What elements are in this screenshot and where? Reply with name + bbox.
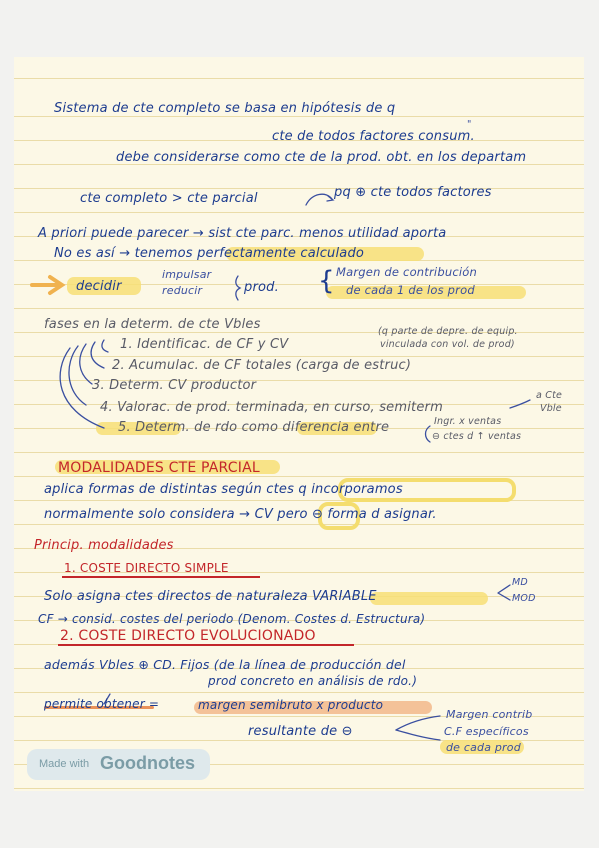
note-cf-consid: CF → consid. costes del periodo (Denom. Costes d. Estructura) <box>38 612 426 626</box>
note-brace: { <box>318 266 335 296</box>
heading-princip: Princip. modalidades <box>34 538 174 553</box>
note-prod: prod. <box>244 280 279 295</box>
note-line-1: Sistema de cte completo se basa en hipótesis de q <box>54 101 396 116</box>
note-line-4b: pq ⊕ cte todos factores <box>334 185 492 200</box>
note-normalmente: normalmente solo considera → CV pero ⊖ forma d asignar. <box>44 507 437 522</box>
note-resultante: resultante de ⊖ <box>248 724 353 739</box>
note-margen-contrib: Margen contrib <box>446 708 533 721</box>
note-cada-prod: de cada prod <box>446 741 521 754</box>
note-line-4: cte completo > cte parcial <box>80 191 258 206</box>
fase-1-note-1: (q parte de depre. de equip. <box>378 326 518 337</box>
fase-4: 4. Valorac. de prod. terminada, en curso, semiterm <box>100 400 443 415</box>
note-line-5: A priori puede parecer → sist cte parc. menos utilidad aporta <box>38 226 447 241</box>
note-ditto: " <box>467 119 472 130</box>
note-margen-1: Margen de contribución <box>336 265 477 279</box>
note-permite: permite obtener = <box>44 697 160 711</box>
note-prod-concreto: prod concreto en análisis de rdo.) <box>208 674 418 688</box>
note-margen-semibruto: margen semibruto x producto <box>198 698 384 712</box>
note-solo-asigna: Solo asigna ctes directos de naturaleza VARIABLE <box>44 589 377 604</box>
fase-3: 3. Determ. CV productor <box>92 378 257 393</box>
made-with-label: Made with <box>39 758 90 770</box>
fase-5-note-1: Ingr. x ventas <box>434 416 502 427</box>
goodnotes-badge <box>27 749 210 780</box>
fase-4-note-2: Vble <box>540 403 562 414</box>
fase-5-note-2: ⊖ ctes d ↑ ventas <box>432 431 522 442</box>
fase-1: 1. Identificac. de CF y CV <box>120 337 289 352</box>
heading-coste-evolucionado: 2. COSTE DIRECTO EVOLUCIONADO <box>60 628 316 644</box>
note-line-2: cte de todos factores consum. <box>272 129 475 144</box>
goodnotes-logo: Goodnotes <box>100 753 195 773</box>
heading-modalidades: MODALIDADES CTE PARCIAL <box>58 460 260 476</box>
note-reducir: reducir <box>162 284 203 297</box>
fase-1-note-2: vinculada con vol. de prod) <box>380 339 515 350</box>
fase-5: 5. Determ. de rdo como diferencia entre <box>118 420 390 435</box>
note-margen-2: de cada 1 de los prod <box>346 283 475 297</box>
note-mod: MOD <box>512 593 536 604</box>
note-line-3: debe considerarse como cte de la prod. obt. en los departam <box>116 150 527 165</box>
fase-2: 2. Acumulac. de CF totales (carga de estruc) <box>112 358 412 373</box>
note-fases: fases en la determ. de cte Vbles <box>44 317 261 332</box>
heading-coste-simple: 1. COSTE DIRECTO SIMPLE <box>64 561 229 575</box>
note-md: MD <box>512 577 528 588</box>
note-cf-especificos: C.F específicos <box>444 725 529 738</box>
note-impulsar: impulsar <box>162 268 212 281</box>
note-aplica: aplica formas de distintas según ctes q incorporamos <box>44 482 403 497</box>
note-line-6: No es así → tenemos perfectamente calculado <box>54 246 365 261</box>
fase-4-note-1: a Cte <box>536 390 563 401</box>
note-decidir: decidir <box>76 279 122 294</box>
note-ademas: además Vbles ⊕ CD. Fijos (de la línea de producción del <box>44 657 406 672</box>
